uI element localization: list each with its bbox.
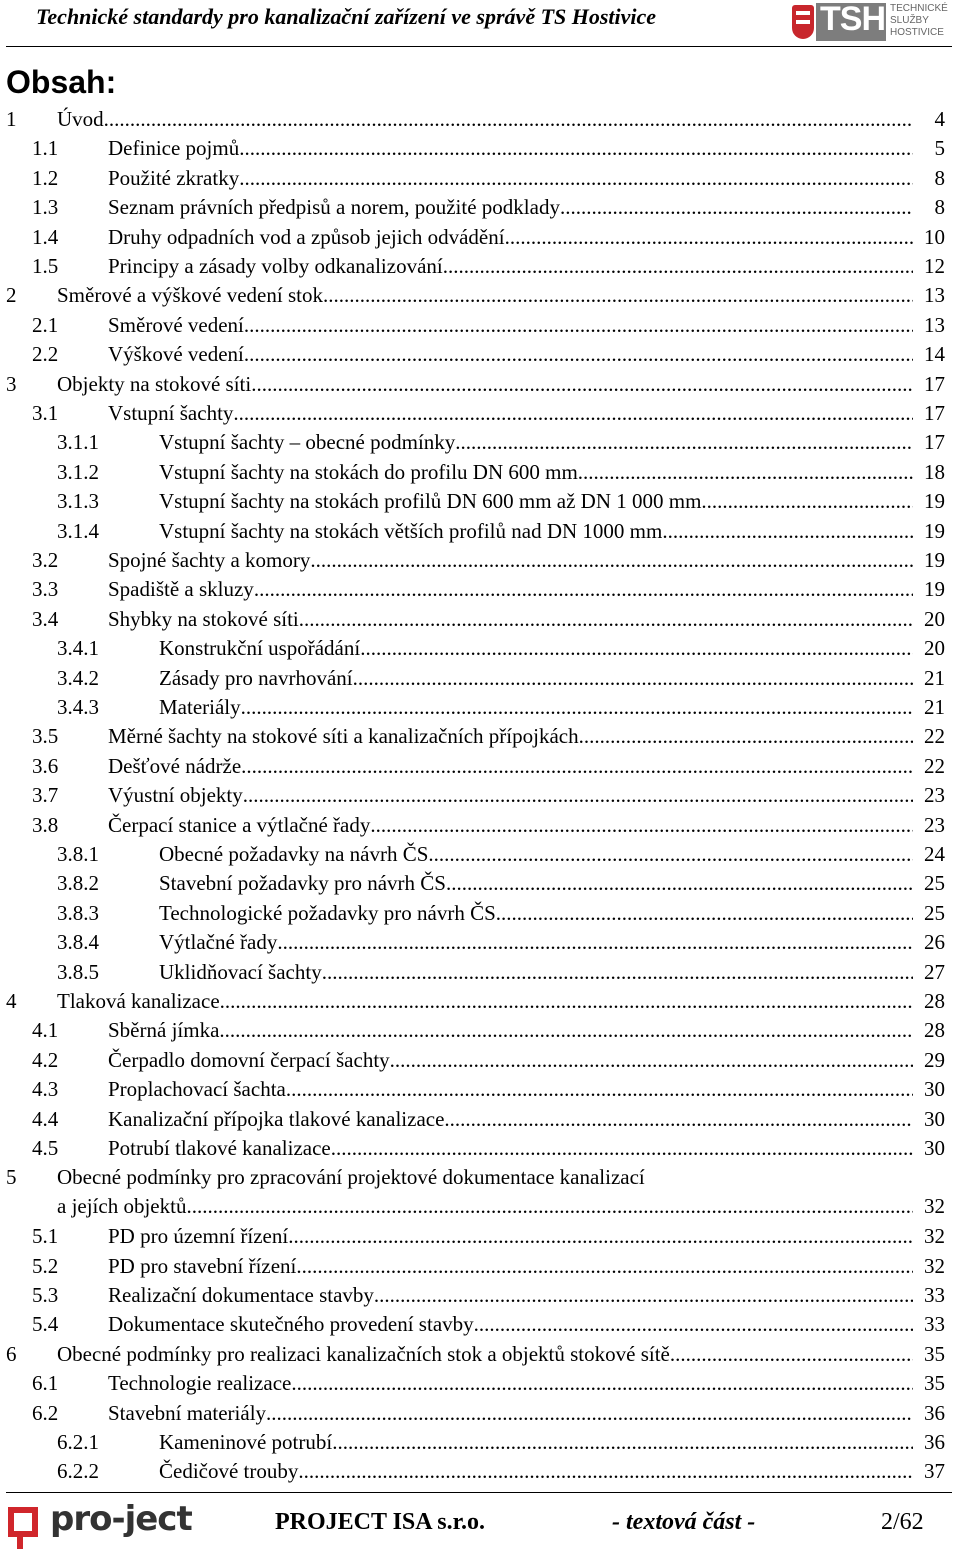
toc-dot-leader bbox=[277, 928, 913, 957]
toc-entry-page: 25 bbox=[924, 871, 945, 896]
toc-entry-title: Materiály bbox=[159, 695, 241, 719]
toc-entry[interactable] bbox=[0, 958, 960, 987]
toc-dot-leader bbox=[288, 1222, 913, 1251]
toc-entry-title-wrap bbox=[108, 722, 913, 751]
toc-entry-title-wrap bbox=[108, 134, 913, 163]
toc-entry-page: 14 bbox=[924, 342, 945, 367]
toc-entry-page: 24 bbox=[924, 842, 945, 866]
toc-entry-title-wrap bbox=[57, 987, 913, 1016]
toc-entry-title: Konstrukční uspořádání bbox=[159, 636, 361, 661]
toc-entry-title: Obecné podmínky pro zpracování projektové dokumentace kanalizací bbox=[57, 1165, 645, 1190]
toc-entry-title-wrap bbox=[108, 399, 913, 428]
toc-entry-title-wrap bbox=[108, 1105, 913, 1134]
toc-entry-number: 3.8.4 bbox=[57, 930, 99, 955]
toc-entry-title: Směrové a výškové vedení stok bbox=[57, 283, 323, 308]
toc-entry-title-wrap bbox=[159, 928, 913, 957]
toc-entry-page: 25 bbox=[924, 900, 945, 925]
toc-entry-title: Směrové vedení bbox=[108, 312, 244, 337]
toc-entry-title: Definice pojmů bbox=[108, 136, 240, 161]
toc-entry-title-wrap bbox=[57, 281, 913, 310]
toc-entry-title-wrap bbox=[108, 781, 913, 810]
toc-entry-title: Druhy odpadních vod a způsob jejich odvádění bbox=[108, 224, 505, 249]
toc-entry[interactable] bbox=[0, 811, 960, 840]
toc-entry[interactable] bbox=[0, 899, 960, 928]
toc-entry-title-wrap bbox=[108, 1399, 913, 1428]
toc-dot-leader bbox=[239, 164, 913, 193]
toc-entry-title-wrap bbox=[159, 664, 913, 693]
toc-entry-number: 6 bbox=[6, 1341, 17, 1366]
toc-entry-title: Dokumentace skutečného provedení stavby bbox=[108, 1312, 474, 1337]
toc-entry[interactable] bbox=[0, 487, 960, 516]
toc-entry-page: 21 bbox=[924, 695, 945, 719]
tsh-logo-line: HOSTIVICE bbox=[890, 27, 944, 38]
header-title: Technické standardy pro kanalizační zařízení ve správě TS Hostivice bbox=[36, 4, 657, 29]
toc-entry-number: 6.2.2 bbox=[57, 1459, 99, 1484]
toc-entry-title: Obecné požadavky na návrh ČS bbox=[159, 842, 429, 866]
toc-dot-leader bbox=[219, 1016, 913, 1045]
toc-entry[interactable] bbox=[0, 399, 960, 428]
tsh-logo-mark: TSH bbox=[820, 0, 885, 38]
toc-entry[interactable] bbox=[0, 1457, 960, 1486]
toc-entry-title-wrap bbox=[159, 428, 913, 457]
toc-dot-leader bbox=[332, 1428, 913, 1457]
toc-entry[interactable] bbox=[0, 575, 960, 604]
toc-entry-title: Zásady pro navrhování bbox=[159, 665, 353, 690]
toc-entry-title: Měrné šachty na stokové síti a kanalizačních přípojkách bbox=[108, 724, 579, 749]
toc-dot-leader bbox=[244, 340, 913, 369]
toc-entry-number: 5.4 bbox=[32, 1312, 59, 1337]
toc-entry-page: 29 bbox=[924, 1047, 945, 1072]
toc-heading: Obsah: bbox=[6, 64, 117, 100]
toc-entry-title-wrap bbox=[108, 1016, 913, 1045]
toc-entry-number: 1 bbox=[6, 107, 17, 131]
toc-entry[interactable] bbox=[0, 164, 960, 193]
toc-entry[interactable] bbox=[0, 546, 960, 575]
toc-entry-title: Vstupní šachty na stokách do profilu DN 600 mm bbox=[159, 459, 578, 484]
toc-entry-title: Čerpadlo domovní čerpací šachty bbox=[108, 1047, 390, 1072]
toc-entry-title: Shybky na stokové síti bbox=[108, 606, 299, 631]
toc-entry-title: Výškové vedení bbox=[108, 342, 244, 367]
toc-entry-title-wrap bbox=[159, 958, 913, 987]
page-footer bbox=[0, 1495, 960, 1555]
tsh-logo-line: TECHNICKÉ bbox=[890, 3, 948, 14]
toc-entry-number: 4 bbox=[6, 989, 17, 1013]
toc-entry[interactable] bbox=[0, 781, 960, 810]
toc-entry-number: 3.5 bbox=[32, 724, 59, 749]
toc-dot-leader bbox=[298, 1457, 913, 1486]
toc-dot-leader bbox=[244, 311, 913, 340]
toc-entry-title-wrap bbox=[108, 193, 913, 222]
toc-entry-title: Obecné podmínky pro realizaci kanalizačních stok a objektů stokové sítě bbox=[57, 1341, 670, 1366]
toc-entry-page: 26 bbox=[924, 930, 945, 955]
toc-entry-title-wrap bbox=[159, 634, 913, 663]
toc-entry-title-wrap bbox=[159, 840, 913, 869]
toc-dot-leader bbox=[560, 193, 913, 222]
toc-entry-title-wrap bbox=[159, 899, 913, 928]
toc-entry[interactable] bbox=[0, 1046, 960, 1075]
toc-entry-page: 32 bbox=[924, 1194, 945, 1219]
toc-entry-title-wrap bbox=[159, 1428, 913, 1457]
toc-dot-leader bbox=[662, 517, 913, 546]
toc-entry-page: 32 bbox=[924, 1253, 945, 1278]
toc-entry-page: 5 bbox=[934, 136, 945, 161]
toc-entry-title: Spojné šachty a komory bbox=[108, 548, 311, 572]
toc-entry-title: Vstupní šachty na stokách profilů DN 600 mm až DN 1 000 mm bbox=[159, 489, 702, 514]
toc-entry-title-wrap bbox=[159, 458, 913, 487]
toc-entry[interactable] bbox=[0, 1222, 960, 1251]
toc-entry-number: 6.2 bbox=[32, 1400, 59, 1425]
toc-entry-number: 3.8.3 bbox=[57, 900, 99, 925]
toc-entry-page: 17 bbox=[924, 401, 945, 425]
toc-entry[interactable] bbox=[0, 1016, 960, 1045]
toc-entry-title: Tlaková kanalizace bbox=[57, 989, 220, 1013]
toc-entry-title-continuation: a jejích objektů bbox=[57, 1194, 187, 1219]
toc-entry-number: 3.8.5 bbox=[57, 959, 99, 984]
toc-entry[interactable] bbox=[0, 458, 960, 487]
toc-entry-title: Dešťové nádrže bbox=[108, 753, 242, 778]
toc-entry-number: 1.5 bbox=[32, 254, 59, 278]
toc-entry-title-wrap bbox=[159, 869, 913, 898]
toc-entry-title-wrap bbox=[108, 223, 913, 252]
tsh-logo-line: SLUŽBY bbox=[890, 15, 929, 26]
toc-dot-leader bbox=[266, 1399, 913, 1428]
toc-entry-title: Stavební požadavky pro návrh ČS bbox=[159, 871, 446, 896]
toc-dot-leader bbox=[353, 664, 913, 693]
toc-entry-title-wrap bbox=[108, 1134, 913, 1163]
toc-entry-number: 3.1.2 bbox=[57, 459, 99, 484]
toc-entry-page: 17 bbox=[924, 430, 945, 455]
toc-entry-number: 5 bbox=[6, 1165, 17, 1190]
toc-entry-number: 5.1 bbox=[32, 1224, 59, 1249]
toc-dot-leader bbox=[443, 252, 913, 281]
toc-entry-number: 1.4 bbox=[32, 224, 59, 249]
toc-entry[interactable] bbox=[0, 1105, 960, 1134]
toc-entry-title: Použité zkratky bbox=[108, 165, 240, 190]
toc-dot-leader bbox=[444, 1105, 913, 1134]
toc-entry-number: 3.4.3 bbox=[57, 695, 99, 719]
toc-entry-number: 3.7 bbox=[32, 783, 59, 808]
toc-entry-title: Potrubí tlakové kanalizace bbox=[108, 1136, 331, 1160]
toc-dot-leader bbox=[296, 1252, 913, 1281]
page-header bbox=[0, 0, 960, 48]
toc-dot-leader bbox=[104, 105, 913, 134]
toc-entry[interactable] bbox=[0, 1310, 960, 1339]
toc-entry-title-wrap bbox=[57, 1163, 913, 1192]
toc-entry-page: 37 bbox=[924, 1459, 945, 1484]
toc-dot-leader bbox=[455, 428, 913, 457]
toc-entry-page: 8 bbox=[934, 165, 945, 190]
toc-entry-number: 4.4 bbox=[32, 1106, 59, 1131]
toc-entry-page: 20 bbox=[924, 606, 945, 631]
toc-entry-title: Realizační dokumentace stavby bbox=[108, 1283, 374, 1307]
toc-entry-number: 1.2 bbox=[32, 165, 59, 190]
toc-entry[interactable] bbox=[0, 722, 960, 751]
toc-entry[interactable] bbox=[0, 223, 960, 252]
toc-entry-title: Seznam právních předpisů a norem, použité podklady bbox=[108, 195, 560, 220]
toc-entry-title-wrap bbox=[108, 1075, 913, 1104]
toc-entry-title-wrap bbox=[108, 1310, 913, 1339]
footer-document-part: - textová část - bbox=[612, 1509, 756, 1535]
toc-entry-title-wrap bbox=[108, 575, 913, 604]
toc-entry-number: 3.4.2 bbox=[57, 665, 99, 690]
toc-entry[interactable] bbox=[0, 134, 960, 163]
toc-entry[interactable] bbox=[0, 1399, 960, 1428]
toc-dot-leader bbox=[474, 1310, 913, 1339]
toc-entry-title: Výtlačné řady bbox=[159, 930, 278, 955]
toc-entry-title: Kameninové potrubí bbox=[159, 1430, 333, 1454]
toc-entry-page: 33 bbox=[924, 1283, 945, 1307]
footer-divider bbox=[6, 1492, 952, 1493]
toc-entry-page: 8 bbox=[934, 195, 945, 220]
toc-dot-leader bbox=[428, 840, 913, 869]
toc-dot-leader bbox=[578, 458, 913, 487]
toc-entry-title: PD pro stavební řízení bbox=[108, 1253, 297, 1278]
toc-entry-page: 30 bbox=[924, 1136, 945, 1160]
toc-dot-leader bbox=[331, 1134, 913, 1163]
toc-entry[interactable] bbox=[0, 281, 960, 310]
toc-entry-title: Kanalizační přípojka tlakové kanalizace bbox=[108, 1106, 445, 1131]
toc-entry-number: 5.2 bbox=[32, 1253, 59, 1278]
toc-dot-leader bbox=[241, 752, 913, 781]
toc-entry[interactable] bbox=[0, 105, 960, 134]
toc-entry[interactable] bbox=[0, 634, 960, 663]
toc-entry-title-wrap bbox=[159, 517, 913, 546]
toc-entry-page: 19 bbox=[924, 577, 945, 602]
toc-entry-number: 1.1 bbox=[32, 136, 59, 161]
toc-dot-leader bbox=[446, 869, 913, 898]
toc-entry-title: Čedičové trouby bbox=[159, 1459, 299, 1484]
toc-entry-page: 32 bbox=[924, 1224, 945, 1249]
toc-entry-number: 3.8.2 bbox=[57, 871, 99, 896]
toc-entry-title-wrap bbox=[57, 370, 913, 399]
toc-entry[interactable] bbox=[0, 1075, 960, 1104]
toc-entry-number: 3.4 bbox=[32, 606, 59, 631]
toc-entry-title: Vstupní šachty – obecné podmínky bbox=[159, 430, 456, 455]
toc-dot-leader bbox=[374, 1281, 913, 1310]
toc-dot-leader bbox=[496, 899, 913, 928]
toc-entry-title-wrap bbox=[108, 811, 913, 840]
toc-entry-page: 17 bbox=[924, 371, 945, 396]
toc-entry-number: 2.1 bbox=[32, 312, 59, 337]
toc-dot-leader bbox=[670, 1340, 913, 1369]
toc-entry-title-wrap bbox=[159, 693, 913, 722]
toc-dot-leader bbox=[370, 811, 913, 840]
toc-entry-title: Stavební materiály bbox=[108, 1400, 267, 1425]
toc-entry-number: 6.2.1 bbox=[57, 1430, 99, 1454]
toc-entry[interactable] bbox=[0, 605, 960, 634]
toc-entry[interactable] bbox=[0, 693, 960, 722]
toc-entry-page: 27 bbox=[924, 959, 945, 984]
toc-entry[interactable] bbox=[0, 1340, 960, 1369]
toc-entry-page: 23 bbox=[924, 783, 945, 808]
toc-entry-page: 22 bbox=[924, 724, 945, 749]
toc-dot-leader bbox=[323, 281, 913, 310]
toc-entry-title-wrap bbox=[108, 311, 913, 340]
toc-dot-leader bbox=[286, 1075, 913, 1104]
toc-entry-page: 13 bbox=[924, 312, 945, 337]
toc-entry-number: 3.6 bbox=[32, 753, 59, 778]
toc-dot-leader bbox=[233, 399, 913, 428]
toc-entry-number: 3.1.4 bbox=[57, 518, 99, 543]
toc-entry[interactable] bbox=[0, 869, 960, 898]
toc-entry[interactable] bbox=[0, 1134, 960, 1163]
toc-entry-page: 4 bbox=[934, 107, 945, 131]
toc-entry-title: Vstupní šachty na stokách větších profilů nad DN 1000 mm bbox=[159, 518, 663, 543]
header-divider bbox=[6, 46, 952, 47]
toc-entry-page: 30 bbox=[924, 1077, 945, 1102]
coat-of-arms-icon bbox=[792, 5, 814, 39]
toc-dot-leader bbox=[220, 987, 913, 1016]
toc-entry[interactable] bbox=[0, 370, 960, 399]
toc-entry-number: 4.1 bbox=[32, 1018, 59, 1043]
toc-entry-page: 23 bbox=[924, 812, 945, 837]
toc-entry-title-wrap bbox=[108, 605, 913, 634]
toc-entry-title-wrap bbox=[108, 546, 913, 575]
toc-entry[interactable] bbox=[0, 517, 960, 546]
toc-entry-title: Sběrná jímka bbox=[108, 1018, 220, 1043]
toc-entry-page: 30 bbox=[924, 1106, 945, 1131]
toc-entry-title: PD pro územní řízení bbox=[108, 1224, 289, 1249]
toc-entry-title: Vstupní šachty bbox=[108, 401, 234, 425]
toc-entry-title: Proplachovací šachta bbox=[108, 1077, 286, 1102]
toc-entry[interactable] bbox=[0, 311, 960, 340]
toc-dot-leader bbox=[322, 958, 913, 987]
toc-entry-number: 3.1.3 bbox=[57, 489, 99, 514]
toc-entry-title: Úvod bbox=[57, 107, 104, 131]
toc-entry-number: 3.2 bbox=[32, 548, 59, 572]
toc-entry-title-wrap bbox=[108, 164, 913, 193]
toc-entry-title-wrap bbox=[108, 340, 913, 369]
toc-entry-number: 6.1 bbox=[32, 1371, 59, 1396]
toc-entry-page: 28 bbox=[924, 989, 945, 1013]
tsh-logo-subtitle bbox=[890, 3, 952, 39]
toc-entry-title: Spadiště a skluzy bbox=[108, 577, 254, 602]
toc-entry-page: 13 bbox=[924, 283, 945, 308]
toc-entry-title: Uklidňovací šachty bbox=[159, 959, 322, 984]
toc-dot-leader bbox=[390, 1046, 913, 1075]
toc-entry-number: 4.5 bbox=[32, 1136, 59, 1160]
toc-entry[interactable] bbox=[0, 1281, 960, 1310]
toc-entry-page: 19 bbox=[924, 548, 945, 572]
toc-entry[interactable] bbox=[0, 840, 960, 869]
toc-dot-leader bbox=[291, 1369, 913, 1398]
pro-ject-logo bbox=[8, 1499, 238, 1549]
toc-entry-title: Technologické požadavky pro návrh ČS bbox=[159, 900, 496, 925]
toc-entry-title-wrap bbox=[57, 1340, 913, 1369]
toc-dot-leader bbox=[310, 546, 913, 575]
toc-dot-leader bbox=[579, 722, 913, 751]
toc-entry-number: 5.3 bbox=[32, 1283, 59, 1307]
toc-entry[interactable] bbox=[0, 428, 960, 457]
toc-dot-leader bbox=[299, 605, 913, 634]
toc-entry-page: 33 bbox=[924, 1312, 945, 1337]
toc-entry-title: Čerpací stanice a výtlačné řady bbox=[108, 812, 371, 837]
toc-entry-number: 3.1 bbox=[32, 401, 59, 425]
toc-entry-title: Objekty na stokové síti bbox=[57, 371, 252, 396]
toc-entry-number: 1.3 bbox=[32, 195, 59, 220]
toc-entry-page: 36 bbox=[924, 1430, 945, 1454]
toc-entry-page: 18 bbox=[924, 459, 945, 484]
toc-dot-leader bbox=[239, 134, 913, 163]
toc-entry-number: 2.2 bbox=[32, 342, 59, 367]
toc-entry-title-continuation-wrap bbox=[57, 1192, 913, 1221]
toc-entry-page: 12 bbox=[924, 254, 945, 278]
toc-entry-title-wrap bbox=[108, 252, 913, 281]
toc-entry-page: 28 bbox=[924, 1018, 945, 1043]
toc-entry-title: Principy a zásady volby odkanalizování bbox=[108, 254, 443, 278]
toc-entry-number: 3.3 bbox=[32, 577, 59, 602]
toc-entry-number: 3.1.1 bbox=[57, 430, 99, 455]
toc-entry[interactable] bbox=[0, 664, 960, 693]
toc-entry-page: 35 bbox=[924, 1371, 945, 1396]
toc-entry-title-wrap bbox=[57, 105, 913, 134]
toc-entry[interactable] bbox=[0, 1369, 960, 1398]
toc-entry-number: 3.4.1 bbox=[57, 636, 99, 661]
toc-entry-title-wrap bbox=[108, 1281, 913, 1310]
toc-entry-title-wrap bbox=[108, 1252, 913, 1281]
toc-dot-leader bbox=[186, 1192, 913, 1221]
toc-entry-number: 3.8.1 bbox=[57, 842, 99, 866]
toc-entry[interactable] bbox=[0, 252, 960, 281]
toc-entry-title-wrap bbox=[108, 1222, 913, 1251]
toc-entry-number: 3.8 bbox=[32, 812, 59, 837]
pro-ject-logo-text: pro-ject bbox=[50, 1499, 192, 1539]
toc-entry-title-wrap bbox=[159, 487, 913, 516]
toc-entry[interactable] bbox=[0, 193, 960, 222]
toc-dot-leader bbox=[243, 781, 913, 810]
toc-entry[interactable] bbox=[0, 752, 960, 781]
toc-entry[interactable] bbox=[0, 340, 960, 369]
toc-dot-leader bbox=[241, 693, 913, 722]
toc-entry-page: 19 bbox=[924, 489, 945, 514]
toc-dot-leader bbox=[701, 487, 913, 516]
toc-entry[interactable] bbox=[0, 1252, 960, 1281]
pro-ject-mark-icon bbox=[8, 1507, 38, 1537]
toc-entry-number: 3 bbox=[6, 371, 17, 396]
footer-company: PROJECT ISA s.r.o. bbox=[275, 1509, 486, 1535]
toc-entry-number: 4.3 bbox=[32, 1077, 59, 1102]
toc-entry-page: 21 bbox=[924, 665, 945, 690]
toc-entry-title: Výustní objekty bbox=[108, 783, 243, 808]
tsh-logo bbox=[792, 2, 952, 44]
toc-entry-page: 19 bbox=[924, 518, 945, 543]
toc-dot-leader bbox=[251, 370, 913, 399]
footer-page-number: 2/62 bbox=[881, 1509, 924, 1535]
toc-entry-title-wrap bbox=[108, 1369, 913, 1398]
toc-dot-leader bbox=[505, 223, 913, 252]
toc-entry[interactable] bbox=[0, 1163, 960, 1222]
toc-entry[interactable] bbox=[0, 987, 960, 1016]
toc-entry-title-wrap bbox=[108, 752, 913, 781]
toc-entry-page: 10 bbox=[924, 224, 945, 249]
toc-dot-leader bbox=[360, 634, 913, 663]
toc-entry-number: 2 bbox=[6, 283, 17, 308]
toc-entry-page: 36 bbox=[924, 1400, 945, 1425]
toc-entry-page: 35 bbox=[924, 1341, 945, 1366]
toc-entry-title-wrap bbox=[108, 1046, 913, 1075]
toc-entry-number: 4.2 bbox=[32, 1047, 59, 1072]
toc-entry-title-wrap bbox=[159, 1457, 913, 1486]
toc-dot-leader bbox=[254, 575, 913, 604]
toc-entry-page: 20 bbox=[924, 636, 945, 661]
toc-entry[interactable] bbox=[0, 1428, 960, 1457]
toc-entry-title: Technologie realizace bbox=[108, 1371, 292, 1396]
toc-entry-page: 22 bbox=[924, 753, 945, 778]
toc-entry[interactable] bbox=[0, 928, 960, 957]
